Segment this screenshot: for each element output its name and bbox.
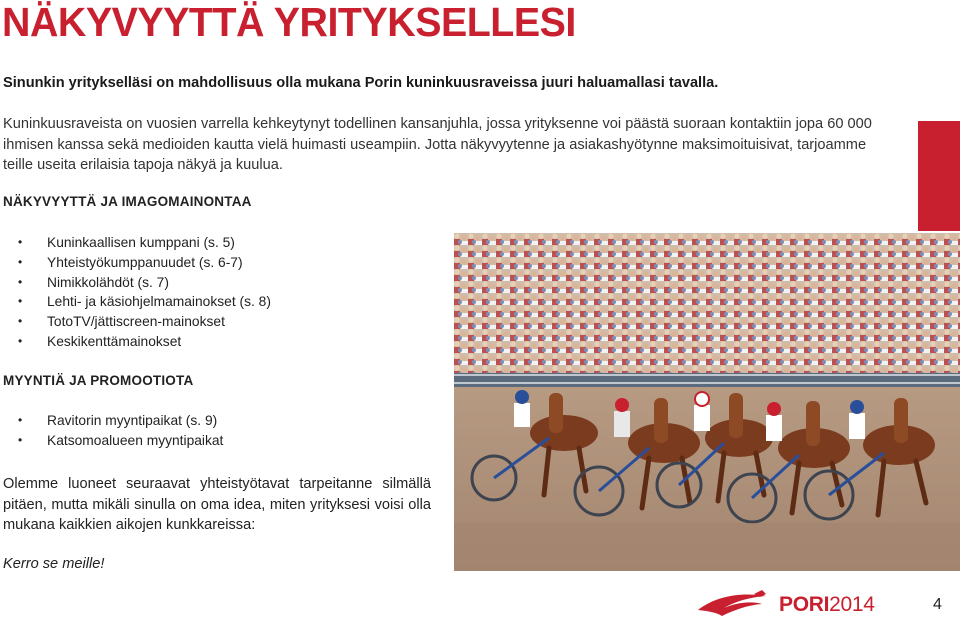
list-item: • Ravitorin myyntipaikat (s. 9) xyxy=(0,411,223,431)
list-item: • Nimikkolähdöt (s. 7) xyxy=(0,273,271,293)
intro-paragraph: Kuninkuusraveista on vuosien varrella kehkeytynyt todellinen kansanjuhla, jossa yrityksenne voi päästä suoraan kontaktiin jopa 60 000 ihmisen kanssa sekä medioiden kautta vielä huimasti useampiin. Jotta näkyvyytenne ja asiakashyötynne maksimoituisivat, tarjoamme teille useita erilaisia tapoja näkyä ja kuulua. xyxy=(3,116,872,173)
harness-racing-illustration xyxy=(454,233,960,571)
section-heading-sales: MYYNTIÄ JA PROMOOTIOTA xyxy=(3,373,194,388)
list-item: • TotoTV/jättiscreen-mainokset xyxy=(0,312,271,332)
visibility-list xyxy=(0,233,271,352)
lead-paragraph: Sinunkin yritykselläsi on mahdollisuus olla mukana Porin kuninkuusraveissa juuri haluamallasi tavalla. xyxy=(3,75,719,91)
list-item: • Katsomoalueen myyntipaikat xyxy=(0,431,223,451)
list-item: • Keskikenttämainokset xyxy=(0,332,271,352)
page-number: 4 xyxy=(933,596,942,613)
page-title: NÄKYVYYTTÄ YRITYKSELLESI xyxy=(2,0,576,45)
closing-paragraph: Olemme luoneet seuraavat yhteistyötavat tarpeitanne silmällä pitäen, mutta mikäli sinulla on oma idea, miten yrityksesi voisi olla mukana kaikkien aikojen kunkkareissa: xyxy=(3,476,431,533)
logo-year: 2014 xyxy=(829,593,875,616)
pori-2014-logo xyxy=(696,588,886,620)
harness-racing-photo xyxy=(454,233,960,571)
sales-list xyxy=(0,411,223,451)
list-item: • Lehti- ja käsiohjelmamainokset (s. 8) xyxy=(0,292,271,312)
red-accent-bar xyxy=(918,121,960,231)
horse-swoosh-icon xyxy=(696,588,776,620)
list-item: • Kuninkaallisen kumppani (s. 5) xyxy=(0,233,271,253)
logo-wordmark xyxy=(779,593,875,617)
section-heading-visibility: NÄKYVYYTTÄ JA IMAGOMAINONTAA xyxy=(3,194,252,209)
logo-name: PORI xyxy=(779,593,830,616)
call-to-action: Kerro se meille! xyxy=(3,556,105,572)
list-item: • Yhteistyökumppanuudet (s. 6-7) xyxy=(0,253,271,273)
